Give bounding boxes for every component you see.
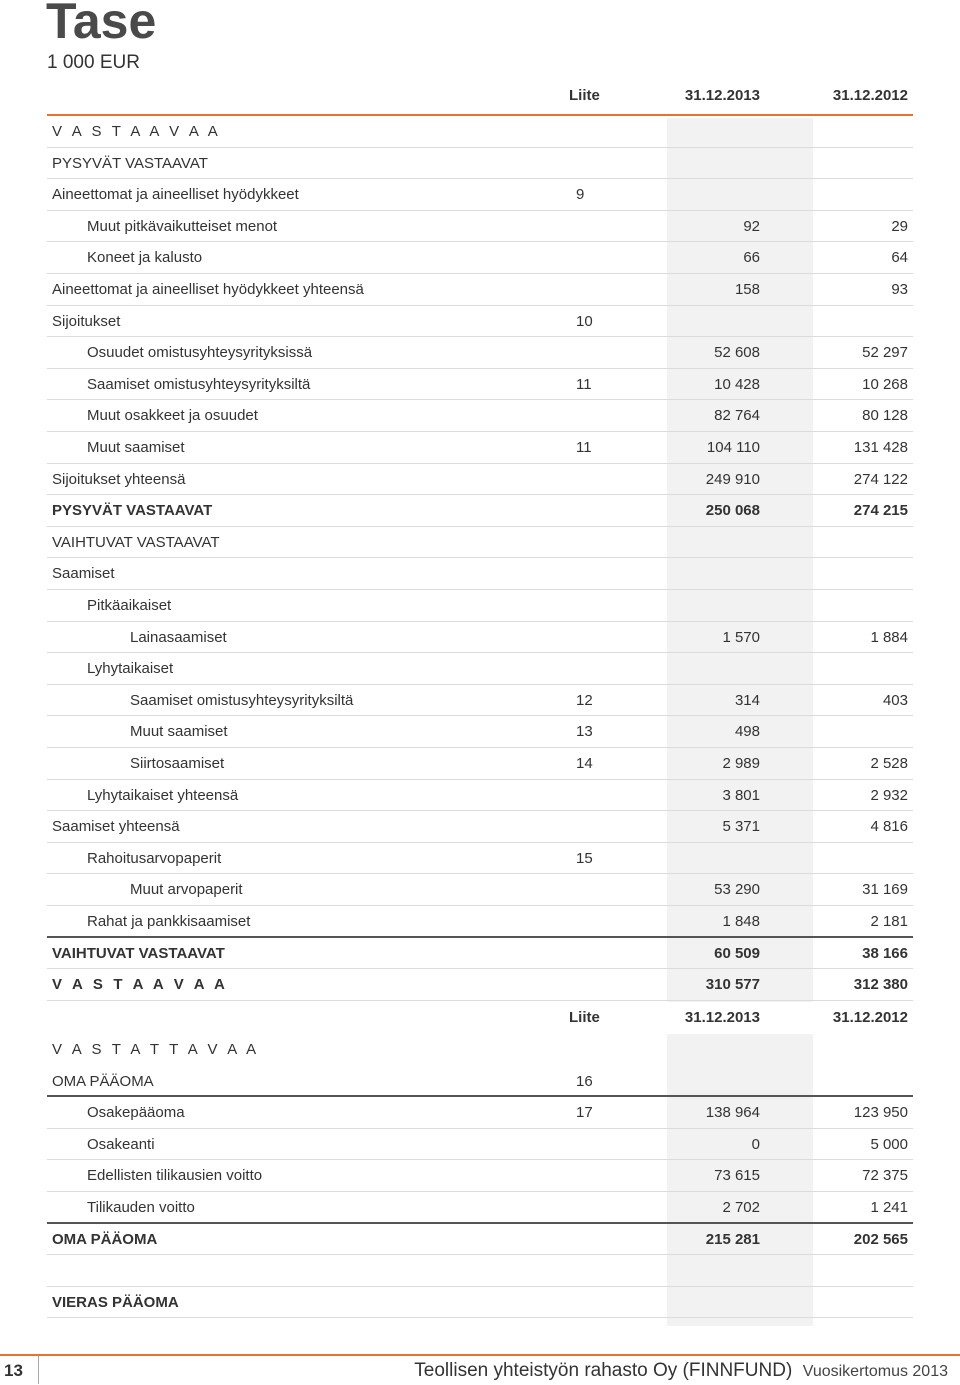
row-label: Aineettomat ja aineelliset hyödykkeet yhteensä [52, 281, 364, 298]
row-label: VAIHTUVAT VASTAAVAT [52, 944, 225, 962]
row-label: Saamiset omistusyhteysyrityksiltä [87, 375, 311, 393]
value-2013: 60 509 [714, 944, 760, 962]
value-2012: 202 565 [853, 1230, 908, 1248]
currency-unit: 1 000 EUR [47, 52, 140, 73]
table-row [47, 1160, 913, 1192]
value-2012: 2 181 [870, 913, 908, 930]
table-row [47, 780, 913, 812]
table-row [47, 274, 913, 306]
value-2012: 2 528 [870, 755, 908, 772]
row-label: VIERAS PÄÄOMA [52, 1293, 179, 1311]
table-row [47, 969, 913, 1001]
table-row [47, 1034, 913, 1066]
table-row [47, 179, 913, 211]
value-2012: 52 297 [862, 344, 908, 362]
value-2013: 53 290 [714, 881, 760, 899]
row-label: Osuudet omistusyhteysyrityksissä [87, 344, 313, 362]
row-label: PYSYVÄT VASTAAVAT [52, 502, 213, 520]
row-label: Osakepääoma [87, 1104, 185, 1122]
note-reference: 11 [576, 375, 592, 393]
value-2013: 66 [743, 249, 760, 267]
row-label: Lyhytaikaiset [87, 660, 174, 678]
table-row [47, 906, 913, 938]
table-row [47, 400, 913, 432]
row-label: VAIHTUVAT VASTAAVAT [52, 533, 220, 551]
row-label: V A S T A T T A V A A [52, 1041, 260, 1058]
value-2013: 215 281 [705, 1230, 760, 1248]
value-2013: 0 [751, 1135, 760, 1153]
value-2013: 1 848 [722, 913, 760, 930]
value-2012: 123 950 [853, 1104, 908, 1122]
row-label: Saamiset [52, 565, 115, 583]
table-row [47, 622, 913, 654]
note-reference: 10 [576, 312, 593, 330]
value-2013: 1 570 [722, 628, 760, 646]
row-label: Rahoitusarvopaperit [87, 849, 222, 867]
year-2013-header: 31.12.2013 [684, 1009, 760, 1026]
value-2012: 5 000 [870, 1135, 908, 1153]
table-row [47, 590, 913, 622]
note-column-header: Liite [569, 87, 600, 104]
row-label: Saamiset omistusyhteysyrityksiltä [130, 691, 354, 709]
value-2013: 104 110 [706, 439, 760, 456]
footer-rule [0, 1354, 960, 1356]
table-row [47, 1287, 913, 1319]
row-label: Lyhytaikaiset yhteensä [87, 786, 239, 804]
table-row [47, 558, 913, 590]
note-reference: 13 [576, 723, 593, 741]
table-row [47, 685, 913, 717]
row-label: OMA PÄÄOMA [52, 1072, 154, 1090]
value-2012: 38 166 [862, 944, 908, 962]
value-2013: 92 [743, 217, 760, 235]
table-row [47, 211, 913, 243]
footer-organization: Teollisen yhteistyön rahasto Oy (FINNFUND) [414, 1360, 793, 1381]
row-label: Aineettomat ja aineelliset hyödykkeet [52, 186, 299, 204]
row-label: V A S T A A V A A [52, 976, 229, 994]
table-row [47, 527, 913, 559]
value-2012: 29 [891, 217, 908, 235]
table-row [47, 1224, 913, 1256]
row-label: OMA PÄÄOMA [52, 1230, 158, 1248]
value-2013: 2 702 [722, 1199, 760, 1216]
page-title: Tase [46, 0, 157, 49]
value-2012: 1 241 [870, 1199, 908, 1216]
row-label: Muut osakkeet ja osuudet [87, 407, 258, 425]
value-2013: 138 964 [705, 1104, 760, 1122]
row-label: Muut pitkävaikutteiset menot [87, 217, 278, 235]
table-row [47, 432, 913, 464]
table-row [47, 874, 913, 906]
table-row [47, 653, 913, 685]
table-row [47, 938, 913, 970]
row-label: Tilikauden voitto [87, 1199, 195, 1216]
table-row [47, 1129, 913, 1161]
row-label: Sijoitukset yhteensä [52, 470, 186, 488]
value-2013: 250 068 [705, 502, 760, 520]
table-row [47, 242, 913, 274]
value-2012: 403 [882, 691, 908, 709]
value-2013: 314 [734, 691, 760, 709]
table-row [47, 1255, 913, 1287]
table-row [47, 148, 913, 180]
value-2012: 64 [891, 249, 908, 267]
note-column-header: Liite [569, 1009, 600, 1026]
value-2012: 72 375 [862, 1167, 908, 1185]
value-2012: 131 428 [853, 439, 908, 456]
row-label: Koneet ja kalusto [87, 249, 203, 267]
value-2012: 274 122 [853, 470, 908, 488]
table-row [47, 369, 913, 401]
liabilities-header-row [47, 1002, 913, 1034]
value-2013: 498 [734, 723, 760, 741]
year-2012-header: 31.12.2012 [832, 87, 908, 104]
assets-header-row [47, 80, 913, 112]
value-2012: 1 884 [870, 628, 908, 646]
value-2012: 2 932 [870, 786, 908, 804]
value-2013: 249 910 [705, 470, 760, 488]
row-label: Muut saamiset [130, 723, 228, 741]
value-2012: 4 816 [870, 818, 908, 836]
table-row [47, 748, 913, 780]
note-reference: 14 [576, 755, 593, 772]
table-row [47, 716, 913, 748]
table-row [47, 116, 913, 148]
row-label: Muut saamiset [87, 439, 185, 456]
value-2012: 312 380 [853, 976, 908, 994]
row-label: Lainasaamiset [130, 628, 227, 646]
note-reference: 12 [576, 691, 593, 709]
table-row [47, 1066, 913, 1098]
note-reference: 16 [576, 1072, 593, 1090]
note-reference: 17 [576, 1104, 593, 1122]
value-2013: 5 371 [722, 818, 760, 836]
table-row [47, 811, 913, 843]
row-label: Sijoitukset [52, 312, 121, 330]
value-2012: 93 [891, 281, 908, 298]
row-label: Edellisten tilikausien voitto [87, 1167, 263, 1185]
value-2013: 310 577 [705, 976, 760, 994]
footer-report: Vuosikertomus 2013 [802, 1363, 948, 1380]
row-label: Rahat ja pankkisaamiset [87, 913, 251, 930]
row-label: PYSYVÄT VASTAAVAT [52, 154, 208, 172]
row-label: Pitkäaikaiset [87, 597, 172, 614]
table-row [47, 1192, 913, 1224]
table-row [47, 843, 913, 875]
value-2013: 52 608 [714, 344, 760, 362]
year-2013-header: 31.12.2013 [684, 87, 760, 104]
row-label: V A S T A A V A A [52, 123, 221, 140]
year-2012-header: 31.12.2012 [832, 1009, 908, 1026]
value-2013: 82 764 [714, 407, 760, 425]
row-label: Siirtosaamiset [130, 755, 225, 772]
value-2012: 274 215 [853, 502, 908, 520]
page-number: 13 [4, 1361, 23, 1380]
value-2012: 31 169 [862, 881, 908, 899]
row-label: Saamiset yhteensä [52, 818, 180, 836]
note-reference: 11 [576, 439, 592, 456]
footer-title [414, 1358, 948, 1385]
value-2013: 73 615 [714, 1167, 760, 1185]
table-row [47, 1097, 913, 1129]
row-label: Muut arvopaperit [130, 881, 243, 899]
table-row [47, 464, 913, 496]
note-reference: 9 [576, 186, 585, 204]
value-2013: 10 428 [714, 375, 760, 393]
footer-divider [38, 1356, 39, 1384]
table-row [47, 337, 913, 369]
row-label: Osakeanti [87, 1135, 155, 1153]
note-reference: 15 [576, 849, 593, 867]
table-row [47, 306, 913, 338]
table-row [47, 495, 913, 527]
value-2012: 80 128 [862, 407, 908, 425]
value-2012: 10 268 [862, 375, 908, 393]
value-2013: 2 989 [722, 755, 760, 772]
value-2013: 3 801 [722, 786, 760, 804]
value-2013: 158 [734, 281, 760, 298]
